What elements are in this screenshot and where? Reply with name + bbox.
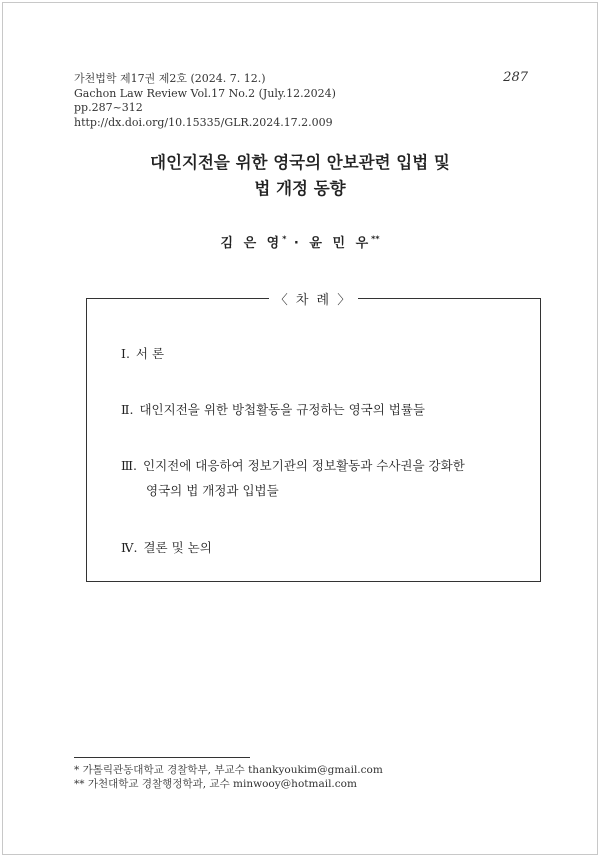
toc-item-number: Ⅳ. — [121, 540, 138, 555]
toc-item-3[interactable] — [121, 453, 465, 503]
footnotes — [74, 763, 383, 791]
author-list — [0, 232, 600, 251]
toc-heading: 〈 차 례 〉 — [269, 293, 359, 308]
toc-item-4[interactable] — [121, 535, 212, 560]
paper-title — [0, 150, 600, 202]
title-line-1: 대인지전을 위한 영국의 안보관련 입법 및 — [150, 153, 450, 172]
page-number: 287 — [503, 70, 528, 85]
toc-item-text: 결론 및 논의 — [143, 540, 212, 555]
doi-link[interactable]: http://dx.doi.org/10.15335/GLR.2024.17.2.009 — [74, 115, 333, 129]
author-2-mark: ** — [371, 234, 380, 244]
toc-item-text: 인지전에 대응하여 정보기관의 정보활동과 수사권을 강화한 — [143, 458, 465, 473]
footnote-1: * 가톨릭관동대학교 경찰학부, 부교수 thankyoukim@gmail.com — [74, 764, 383, 776]
toc-item-1[interactable] — [121, 341, 164, 366]
toc-item-number: Ⅱ. — [121, 402, 134, 417]
footnote-2: ** 가천대학교 경찰행정학과, 교수 minwooy@hotmail.com — [74, 778, 357, 790]
author-2: 윤 민 우 — [309, 236, 372, 251]
footnote-divider — [74, 757, 250, 758]
journal-issue-english: Gachon Law Review Vol.17 No.2 (July.12.2024) — [74, 86, 336, 100]
author-1: 김 은 영 — [220, 236, 283, 251]
toc-item-2[interactable] — [121, 397, 425, 422]
journal-issue: 가천법학 제17권 제2호 (2024. 7. 12.) — [74, 72, 266, 85]
toc-item-number: Ⅰ. — [121, 346, 130, 361]
title-line-2: 법 개정 동향 — [254, 179, 346, 198]
author-separator: · — [286, 236, 310, 251]
journal-header — [74, 72, 336, 130]
page-range: pp.287~312 — [74, 101, 143, 114]
toc-item-text: 대인지전을 위한 방첩활동을 규정하는 영국의 법률들 — [139, 402, 426, 417]
toc-item-number: Ⅲ. — [121, 458, 138, 473]
table-of-contents — [86, 293, 541, 582]
author-1-mark: * — [282, 234, 287, 244]
toc-item-text-continued: 영국의 법 개정과 입법들 — [146, 483, 279, 498]
toc-item-text: 서 론 — [135, 346, 165, 361]
